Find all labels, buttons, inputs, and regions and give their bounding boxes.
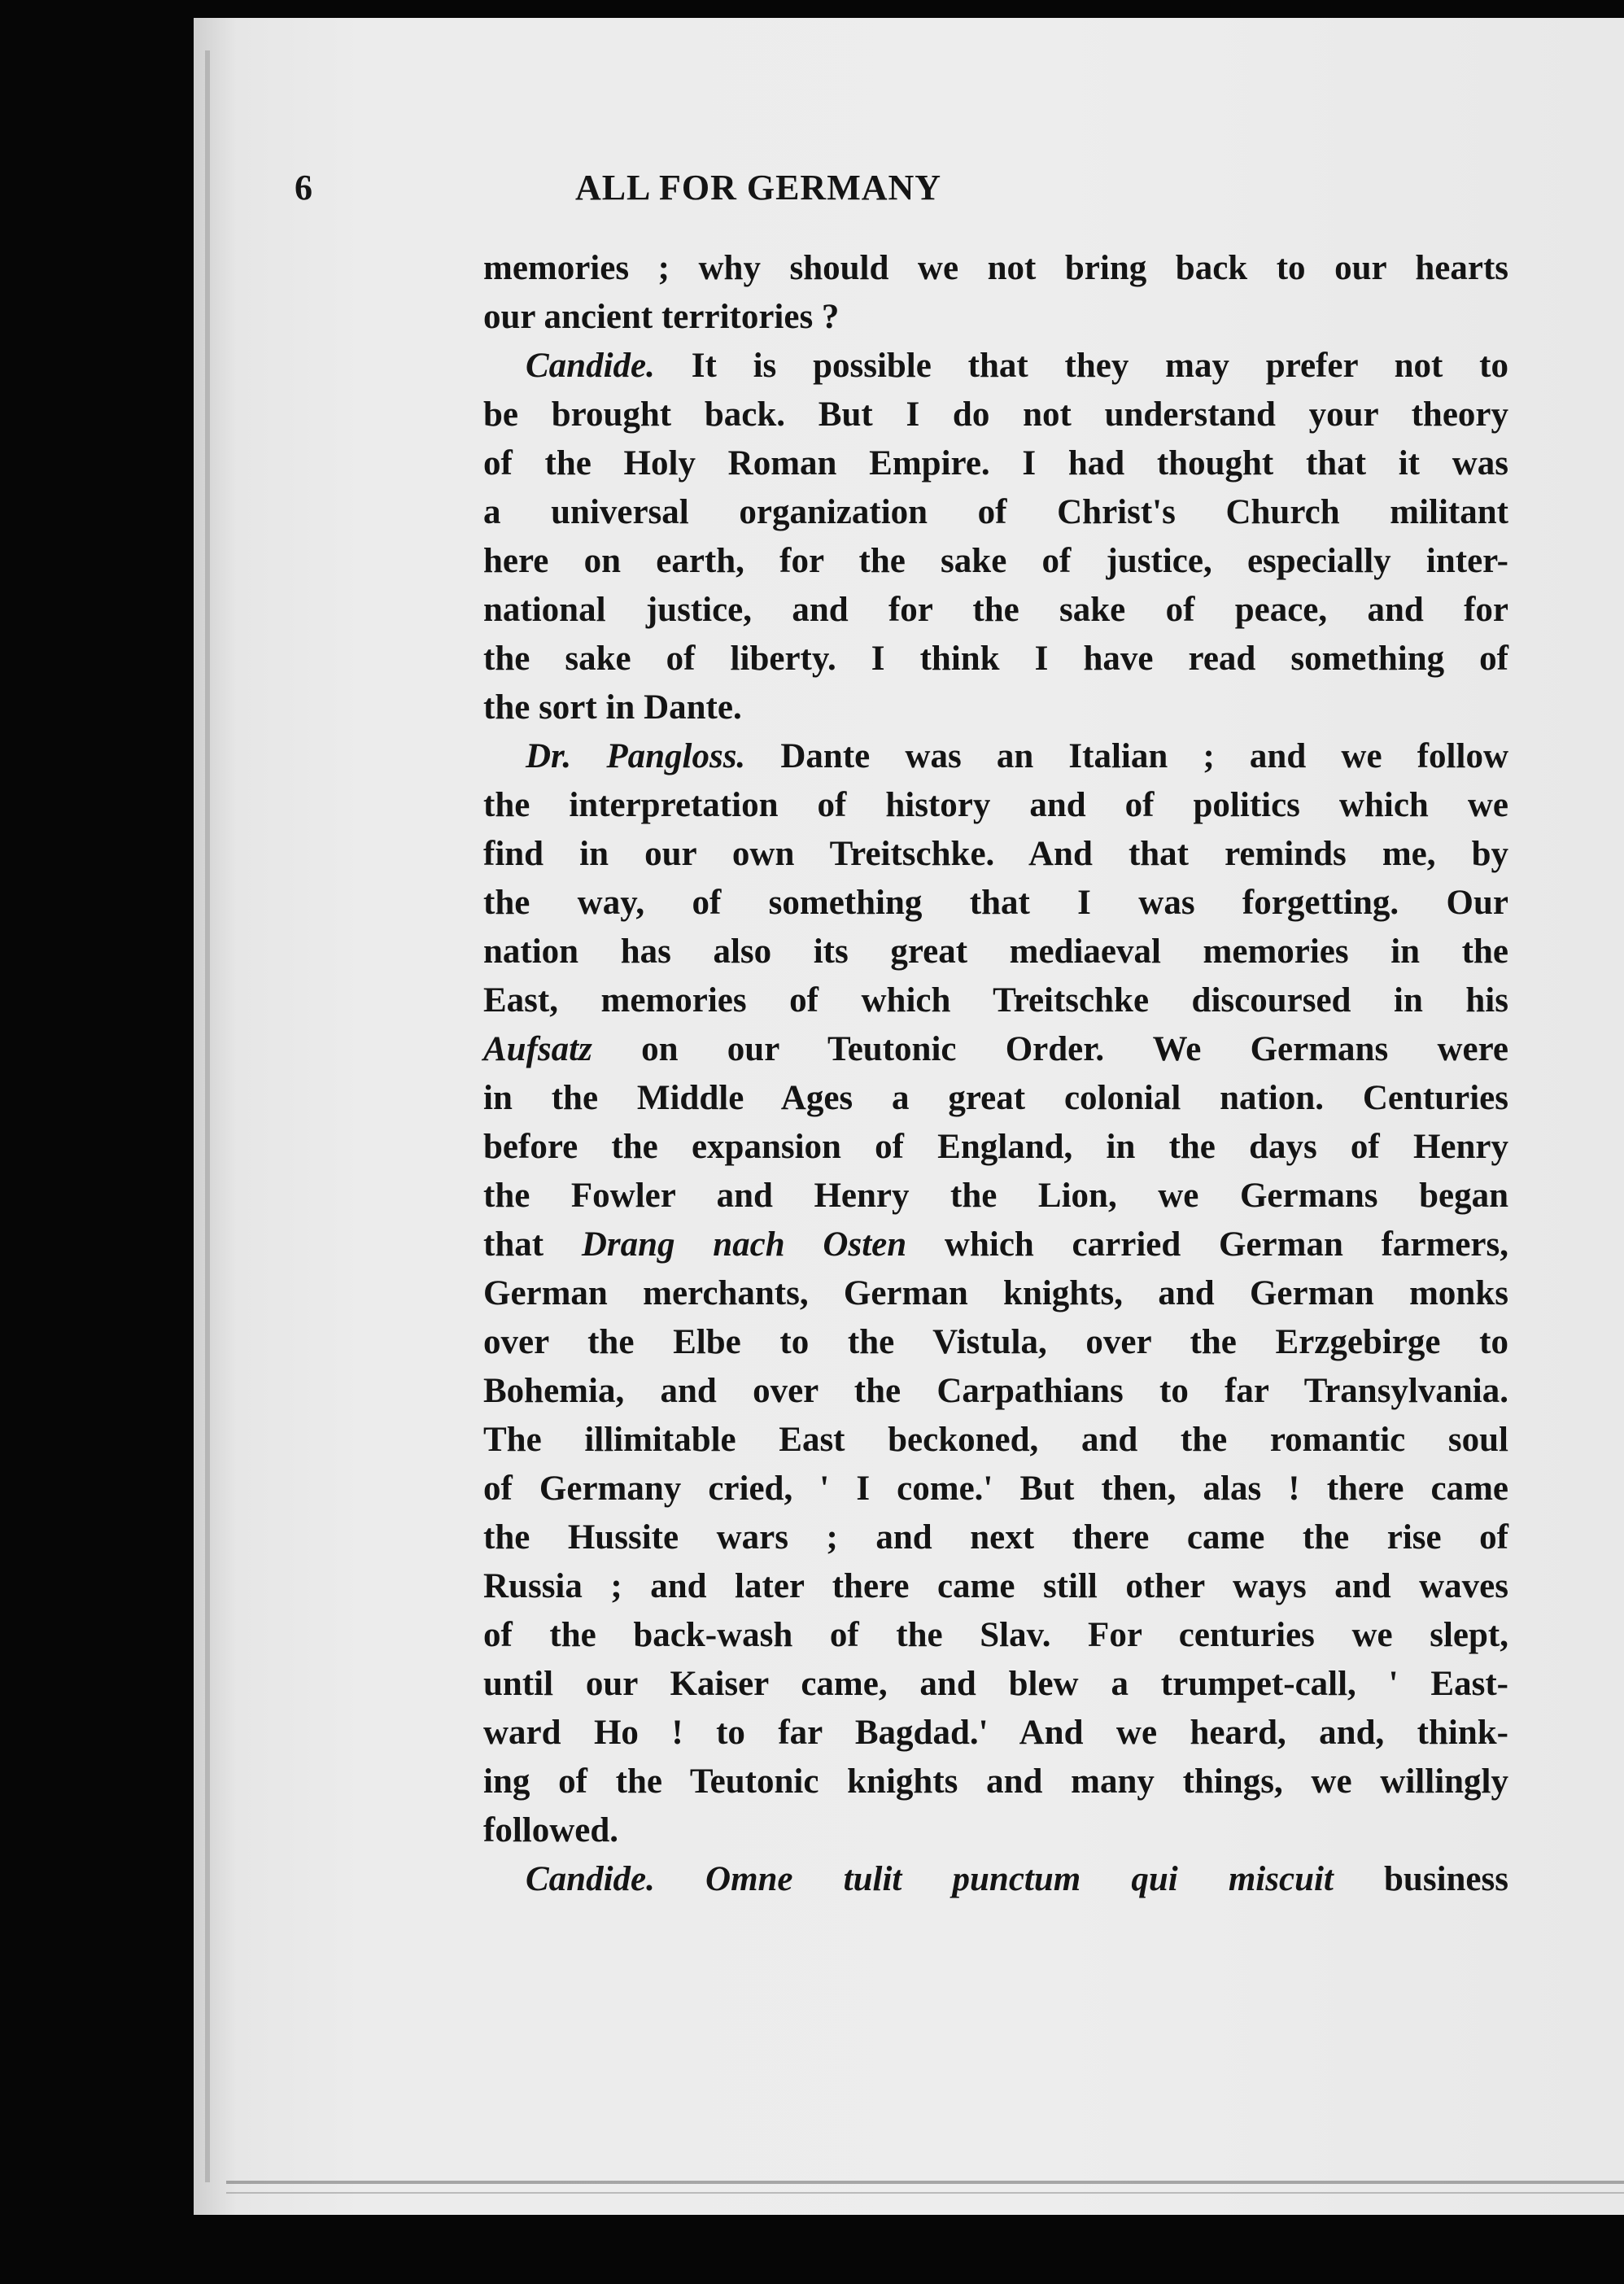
text-span: our ancient territories ? — [483, 298, 840, 336]
page-bottom-edge-inner — [226, 2192, 1624, 2194]
text-span: here on earth, for the sake of justice, especially inter- — [483, 542, 1508, 580]
text-line — [483, 1074, 1508, 1123]
text-line — [483, 1855, 1508, 1904]
text-span: in the Middle Ages a great colonial nation. Centuries — [483, 1079, 1508, 1117]
text-line — [483, 1221, 1508, 1269]
text-line — [483, 683, 1508, 732]
text-span: that — [483, 1225, 582, 1264]
text-line — [483, 293, 1508, 342]
text-span: of the back-wash of the Slav. For centuries we slept, — [483, 1616, 1508, 1654]
text-line — [483, 732, 1508, 781]
text-span: the Fowler and Henry the Lion, we Germans began — [483, 1177, 1508, 1215]
text-line — [483, 781, 1508, 830]
text-line — [483, 1562, 1508, 1611]
text-line — [483, 537, 1508, 586]
text-line — [483, 1513, 1508, 1562]
text-line — [483, 342, 1508, 391]
text-line — [483, 244, 1508, 293]
text-line — [483, 1416, 1508, 1465]
text-line — [483, 635, 1508, 683]
page-left-edge — [205, 50, 210, 2182]
text-span: Aufsatz — [483, 1030, 592, 1068]
text-line — [483, 1611, 1508, 1660]
text-span: the Hussite wars ; and next there came the rise of — [483, 1518, 1508, 1557]
text-span: of the Holy Roman Empire. I had thought that it was — [483, 444, 1508, 483]
text-line — [483, 1318, 1508, 1367]
text-line — [483, 1123, 1508, 1172]
text-line — [483, 1758, 1508, 1806]
page-number: 6 — [295, 168, 312, 207]
text-line — [483, 1367, 1508, 1416]
page-header — [295, 167, 1222, 224]
text-span: over the Elbe to the Vistula, over the Erzgebirge to — [483, 1323, 1508, 1361]
text-span: followed. — [483, 1811, 619, 1849]
text-line — [483, 1465, 1508, 1513]
text-span: on our Teutonic Order. We Germans were — [592, 1030, 1508, 1068]
text-line — [483, 391, 1508, 439]
text-span: of Germany cried, ' I come.' But then, alas ! there came — [483, 1470, 1508, 1508]
text-line — [483, 830, 1508, 879]
text-span: Dante was an Italian ; and we follow — [745, 737, 1508, 775]
running-title: ALL FOR GERMANY — [574, 168, 942, 207]
text-line — [483, 1806, 1508, 1855]
text-line — [483, 928, 1508, 976]
text-span: Candide. Omne tulit punctum qui miscuit — [526, 1860, 1334, 1898]
text-span: the way, of something that I was forgetting. Our — [483, 884, 1508, 922]
text-span: national justice, and for the sake of peace, and for — [483, 591, 1508, 629]
text-span: East, memories of which Treitschke discoursed in his — [483, 981, 1508, 1020]
text-span: the interpretation of history and of politics which we — [483, 786, 1508, 824]
text-line — [483, 1025, 1508, 1074]
text-span: Dr. Pangloss. — [526, 737, 746, 775]
page-bottom-edge — [226, 2181, 1624, 2184]
text-span: Russia ; and later there came still other ways and waves — [483, 1567, 1508, 1605]
text-span: Drang nach Osten — [581, 1225, 907, 1264]
text-span: before the expansion of England, in the days of Henry — [483, 1128, 1508, 1166]
text-line — [483, 439, 1508, 488]
text-line — [483, 1660, 1508, 1709]
text-span: until our Kaiser came, and blew a trumpet-call, ' East- — [483, 1665, 1508, 1703]
text-span: Candide. — [526, 347, 655, 385]
text-line — [483, 976, 1508, 1025]
text-line — [483, 586, 1508, 635]
text-span: nation has also its great mediaeval memories in the — [483, 932, 1508, 971]
text-span: a universal organization of Christ's Church militant — [483, 493, 1508, 531]
text-span: the sort in Dante. — [483, 688, 742, 727]
text-span: Bohemia, and over the Carpathians to far Transylvania. — [483, 1372, 1508, 1410]
text-span: be brought back. But I do not understand your theory — [483, 395, 1508, 434]
text-line — [483, 879, 1508, 928]
body-text — [483, 244, 1508, 1904]
text-span: find in our own Treitschke. And that reminds me, by — [483, 835, 1508, 873]
text-line — [483, 1269, 1508, 1318]
text-span: It is possible that they may prefer not to — [654, 347, 1508, 385]
text-span: which carried German farmers, — [906, 1225, 1508, 1264]
text-line — [483, 1709, 1508, 1758]
text-span: business — [1333, 1860, 1508, 1898]
text-span: German merchants, German knights, and German monks — [483, 1274, 1508, 1312]
text-span: ward Ho ! to far Bagdad.' And we heard, and, think- — [483, 1714, 1508, 1752]
text-line — [483, 1172, 1508, 1221]
text-span: the sake of liberty. I think I have read something of — [483, 640, 1508, 678]
text-span: ing of the Teutonic knights and many things, we willingly — [483, 1762, 1508, 1801]
text-line — [483, 488, 1508, 537]
text-span: memories ; why should we not bring back to our hearts — [483, 249, 1508, 287]
text-span: The illimitable East beckoned, and the romantic soul — [483, 1421, 1508, 1459]
